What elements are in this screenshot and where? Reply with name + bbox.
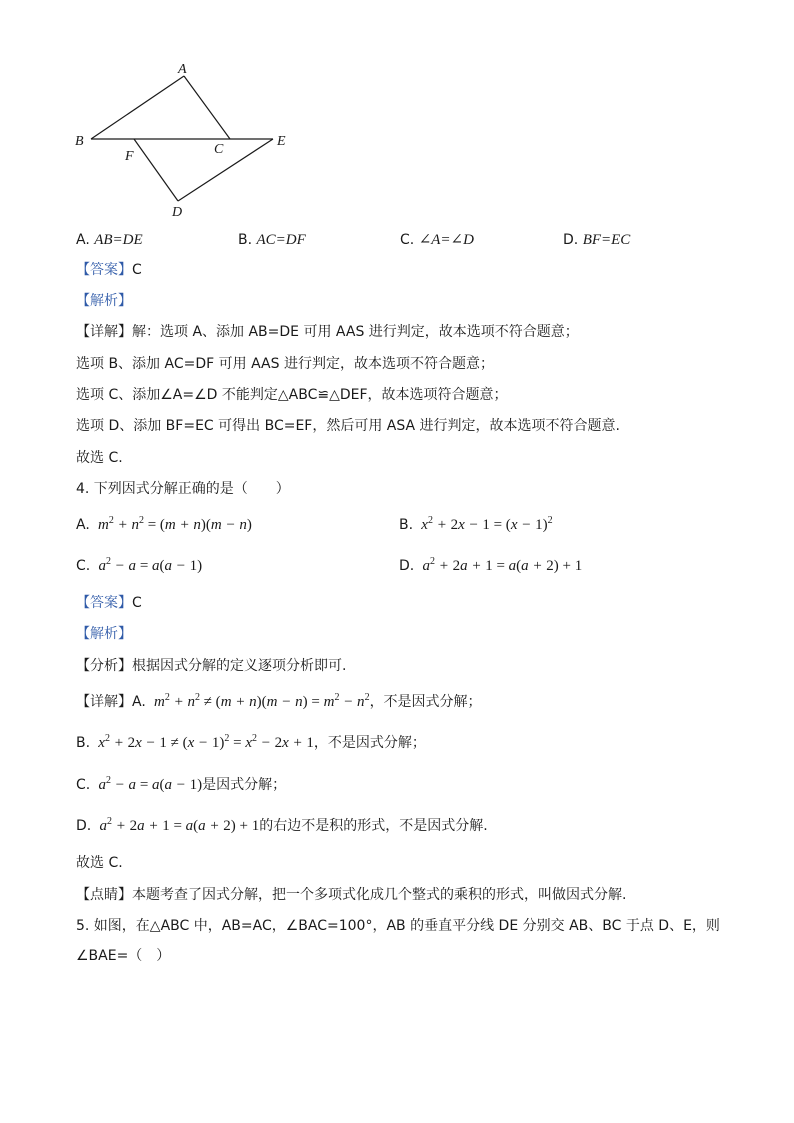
q3-conclusion: 故选 C. [76, 450, 123, 466]
point-label-D: D [172, 205, 183, 220]
q4-detail-c-prefix: C. [76, 777, 91, 793]
q3-analysis-tag: 【解析】 [76, 293, 132, 309]
geometry-figure [0, 0, 794, 230]
q4-answer-value: C [132, 595, 142, 611]
point-label-F: F [125, 149, 134, 164]
q4-detail-d-prefix: D. [76, 818, 92, 834]
q3-option-d-text: BF=EC [582, 232, 631, 248]
q5-stem-line-2: ∠BAE=（ ） [76, 948, 171, 964]
q3-option-c-prefix: C. [400, 232, 415, 248]
point-label-B: B [75, 134, 84, 149]
segment-BA [91, 76, 184, 139]
q4-option-d-formula: $a^2 + 2a + 1 = a(a + 2) + 1$ [418, 556, 583, 574]
q3-option-c-text: ∠A=∠D [418, 232, 474, 248]
q4-detail-c-suffix: 是因式分解； [202, 777, 287, 793]
q3-option-a-prefix: A. [76, 232, 90, 248]
q3-option-a [76, 230, 143, 250]
q4-detail-b [76, 733, 426, 753]
q4-detail-b-prefix: B. [76, 735, 91, 751]
q3-option-d-prefix: D. [563, 232, 579, 248]
q3-option-b [238, 230, 306, 250]
q4-detail-b-suffix: ，不是因式分解； [313, 735, 426, 751]
q3-detail-line-2: 选项 B、添加 AC=DF 可用 AAS 进行判定，故本选项不符合题意； [76, 356, 494, 372]
point-label-A: A [178, 62, 187, 77]
q3-option-d [563, 230, 630, 250]
q4-comment: 【点睛】本题考查了因式分解，把一个多项式化成几个整式的乘积的形式，叫做因式分解. [76, 887, 627, 903]
segment-FD [134, 139, 178, 201]
q4-analysis-tag: 【解析】 [76, 626, 132, 642]
q5-stem-line-1: 5. 如图，在△ABC 中，AB=AC，∠BAC=100°，AB 的垂直平分线 DE 分别交 AB、BC 于点 D、E，则 [76, 918, 720, 934]
q4-option-a-prefix: A. [76, 517, 90, 533]
q3-answer-value: C [132, 262, 142, 278]
q4-stem: 4. 下列因式分解正确的是（ ） [76, 481, 290, 497]
q4-option-c-prefix: C. [76, 558, 91, 574]
q4-detail-b-formula: $x^2 + 2x - 1 \ne (x - 1)^2 = x^2 - 2x + 1$ [94, 733, 314, 751]
q4-detail-a-formula: $m^2 + n^2 \ne (m + n)(m - n) = m^2 - n^2$ [150, 692, 370, 710]
q4-option-b-prefix: B. [399, 517, 414, 533]
q4-detail-c-formula: $a^2 - a = a(a - 1)$ [94, 775, 203, 793]
q4-detail-d-suffix: 的右边不是积的形式，不是因式分解. [259, 818, 488, 834]
q4-option-c [76, 556, 202, 576]
q4-option-b-formula: $x^2 + 2x - 1 = (x - 1)^2$ [417, 515, 553, 533]
q3-option-a-text: AB=DE [94, 232, 143, 248]
q3-detail-line-4: 选项 D、添加 BF=EC 可得出 BC=EF，然后可用 ASA 进行判定，故本选项不符合题意. [76, 418, 621, 434]
q4-conclusion: 故选 C. [76, 855, 123, 871]
q4-option-a-formula: $m^2 + n^2 = (m + n)(m - n)$ [94, 515, 252, 533]
q3-option-c [400, 230, 474, 250]
q3-detail-line-1: 【详解】解：选项 A、添加 AB=DE 可用 AAS 进行判定，故本选项不符合题意； [76, 324, 579, 340]
q4-detail-d-formula: $a^2 + 2a + 1 = a(a + 2) + 1$ [95, 816, 260, 834]
q4-detail-d [76, 816, 488, 836]
point-label-C: C [214, 142, 224, 157]
q4-detail-c [76, 775, 286, 795]
q4-analysis: 【分析】根据因式分解的定义逐项分析即可. [76, 658, 347, 674]
q3-option-b-text: AC=DF [256, 232, 306, 248]
q3-answer [76, 260, 142, 280]
q4-option-c-formula: $a^2 - a = a(a - 1)$ [94, 556, 203, 574]
q4-detail-a-suffix: ，不是因式分解； [369, 694, 482, 710]
q4-option-b [399, 515, 553, 535]
q3-option-b-prefix: B. [238, 232, 253, 248]
segment-DE [178, 139, 273, 201]
q4-option-d-prefix: D. [399, 558, 415, 574]
q4-option-d [399, 556, 582, 576]
q3-detail-line-3: 选项 C、添加∠A=∠D 不能判定△ABC≌△DEF，故本选项符合题意； [76, 387, 508, 403]
q4-answer [76, 593, 142, 613]
q4-detail-a [76, 692, 482, 712]
point-label-E: E [277, 134, 286, 149]
q4-option-a [76, 515, 252, 535]
q4-answer-tag: 【答案】 [76, 595, 132, 611]
q3-answer-tag: 【答案】 [76, 262, 132, 278]
segment-AC [184, 76, 230, 139]
q4-detail-tag: 【详解】A. [76, 694, 146, 710]
